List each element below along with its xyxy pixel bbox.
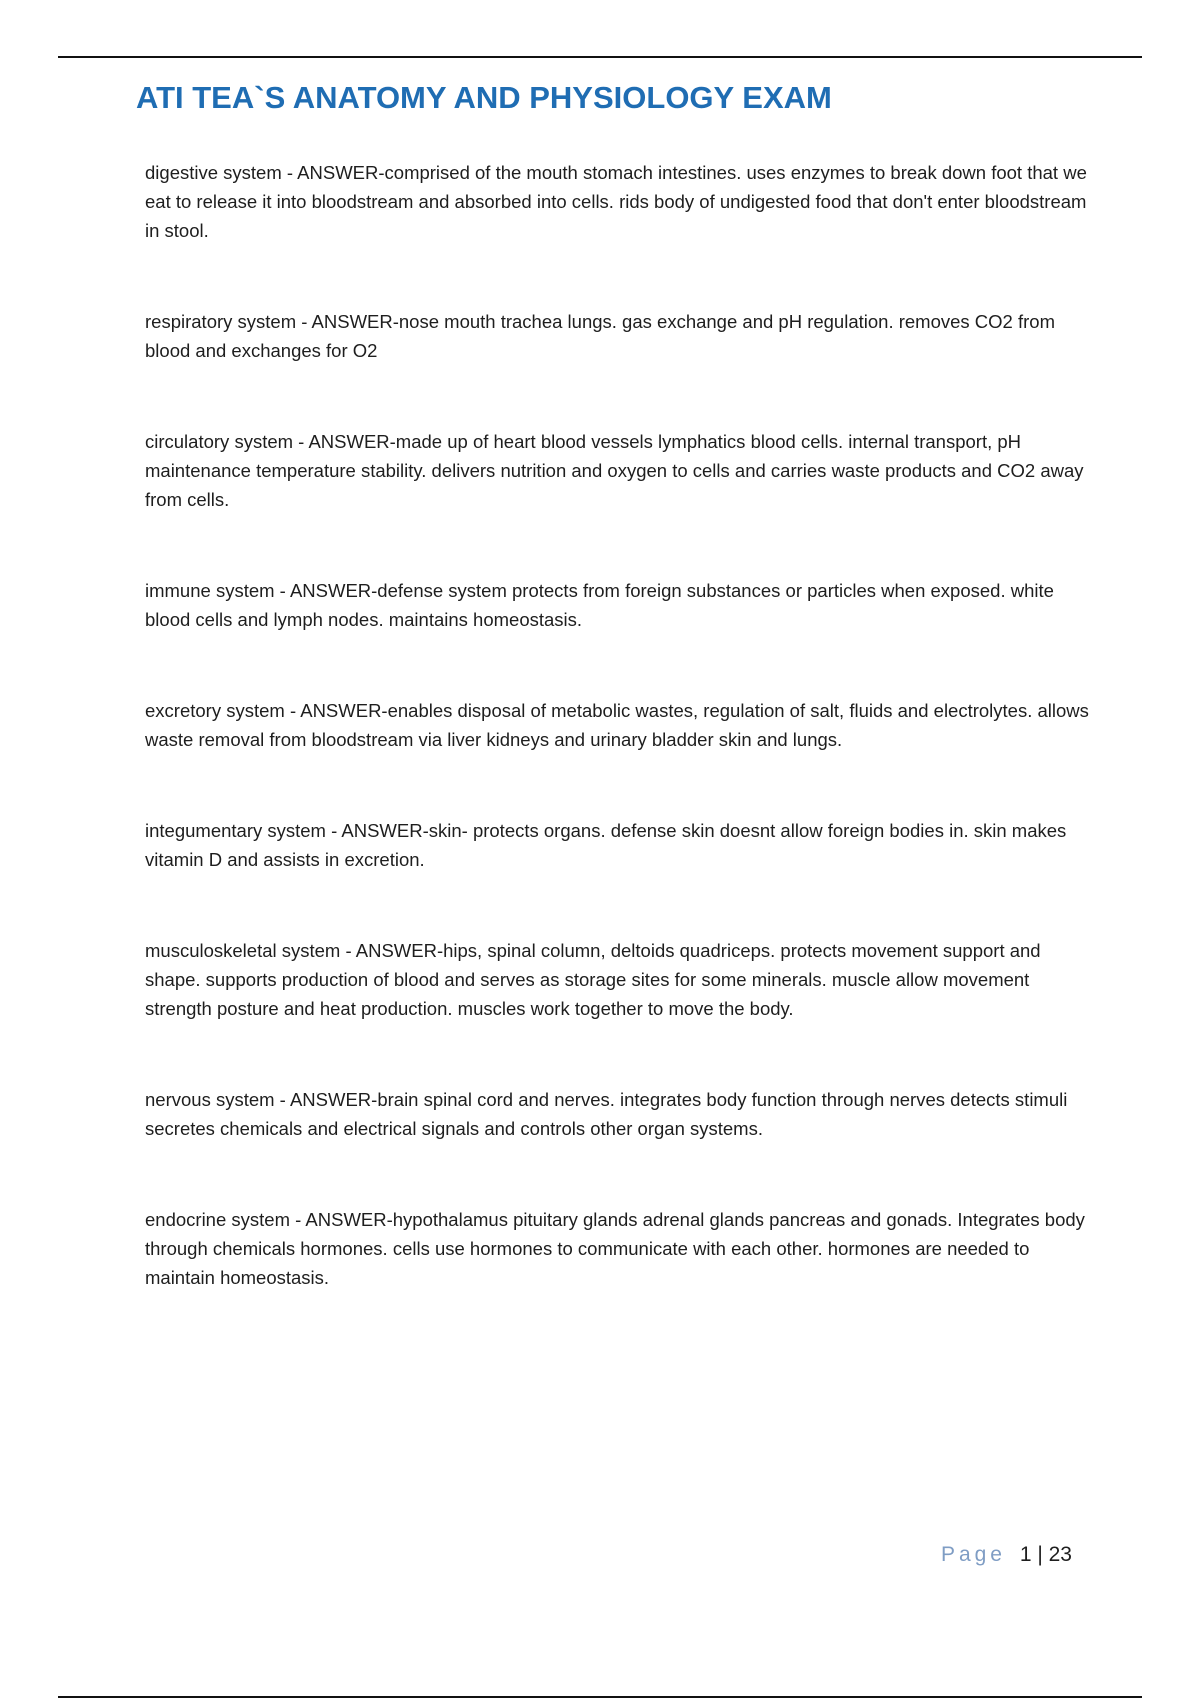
qa-entry-circulatory: circulatory system - ANSWER-made up of heart blood vessels lymphatics blood cells. internal transport, pH maintenance temperature stability. delivers nutrition and oxygen to cells and carries waste products and CO2 away from cells. (145, 431, 1084, 510)
page-footer (941, 1543, 1072, 1567)
page-title: ATI TEA`S ANATOMY AND PHYSIOLOGY EXAM (136, 80, 832, 115)
qa-entry-digestive: digestive system - ANSWER-comprised of the mouth stomach intestines. uses enzymes to break down foot that we eat to release it into bloodstream and absorbed into cells. rids body of undigested food that don't enter bloodstream in stool. (145, 162, 1087, 241)
qa-entry-integumentary: integumentary system - ANSWER-skin- protects organs. defense skin doesnt allow foreign bodies in. skin makes vitamin D and assists in excretion. (145, 820, 1067, 870)
top-divider (58, 56, 1142, 58)
qa-entry-excretory: excretory system - ANSWER-enables disposal of metabolic wastes, regulation of salt, fluids and electrolytes. allows waste removal from bloodstream via liver kidneys and urinary bladder skin and lungs. (145, 700, 1089, 750)
qa-entry-respiratory: respiratory system - ANSWER-nose mouth trachea lungs. gas exchange and pH regulation. removes CO2 from blood and exchanges for O2 (145, 311, 1055, 361)
page-label: Page (940, 1543, 1006, 1566)
qa-entry-immune: immune system - ANSWER-defense system protects from foreign substances or particles when exposed. white blood cells and lymph nodes. maintains homeostasis. (145, 580, 1054, 630)
qa-entry-nervous: nervous system - ANSWER-brain spinal cord and nerves. integrates body function through nerves detects stimuli secretes chemicals and electrical signals and controls other organ systems. (145, 1089, 1068, 1139)
bottom-divider (58, 1696, 1142, 1698)
qa-entry-endocrine: endocrine system - ANSWER-hypothalamus pituitary glands adrenal glands pancreas and gonads. Integrates body through chemicals hormones. cells use hormones to communicate with each other. hormones are needed to maintain homeostasis. (145, 1209, 1085, 1288)
qa-list (145, 158, 1095, 1292)
qa-entry-musculoskeletal: musculoskeletal system - ANSWER-hips, spinal column, deltoids quadriceps. protects movement support and shape. supports production of blood and serves as storage sites for some minerals. muscle allow movement strength posture and heat production. muscles work together to move the body. (145, 940, 1041, 1019)
page-number: 1 | 23 (1019, 1543, 1072, 1566)
